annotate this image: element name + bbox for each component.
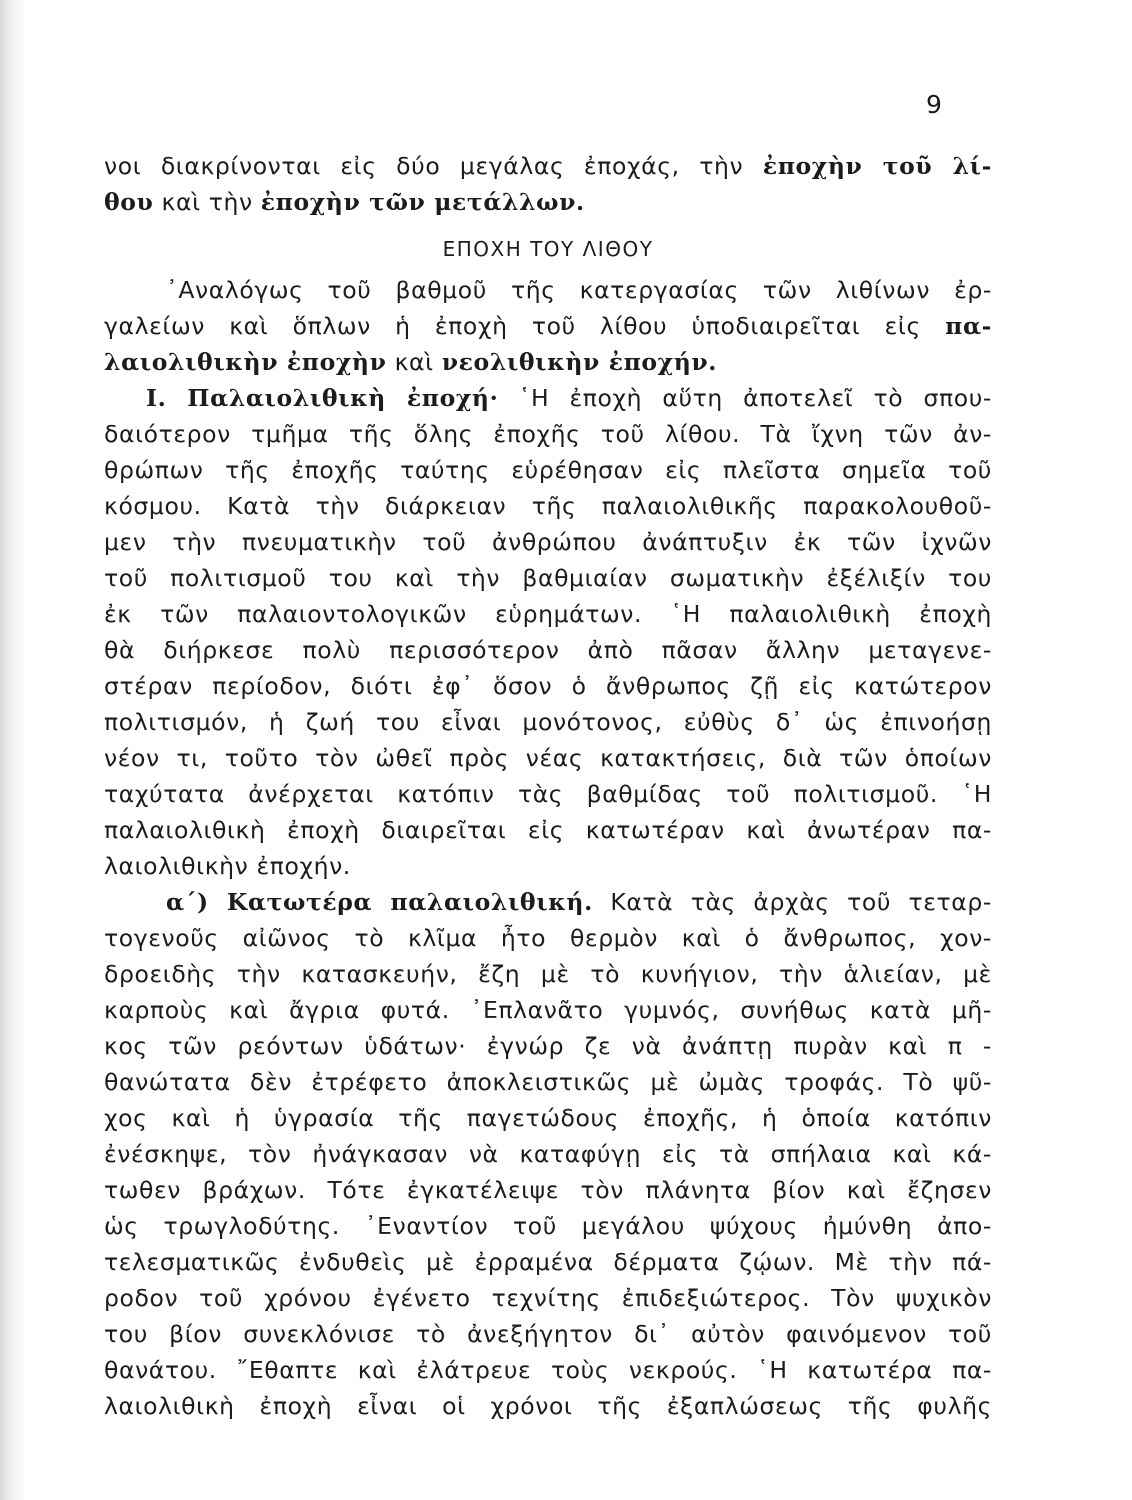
text-line: χος καὶ ἡ ὑγρασία τῆς παγετώδους ἐποχῆς, ἡ ὁποία κατόπιν [104,1104,992,1132]
page-edge-shadow [0,0,26,1500]
text-line: τελεσματικῶς ἐνδυθεὶς μὲ ἐρραμένα δέρματα ζῴων. Μὲ τὴν πά- [104,1248,992,1276]
bold-term: πα- [945,312,992,340]
text-line: κόσμου. Κατὰ τὴν διάρκειαν τῆς παλαιολιθικῆς παρακολουθοῦ- [104,492,992,520]
text-line: θανώτατα δὲν ἐτρέφετο ἀποκλειστικῶς μὲ ὠμὰς τροφάς. Τὸ ψῦ- [104,1068,992,1096]
text-block [104,148,992,1424]
text-line: ἐνέσκηψε, τὸν ἠνάγκασαν νὰ καταφύγῃ εἰς τὰ σπήλαια καὶ κά- [104,1140,992,1168]
text-line: ταχύτατα ἀνέρχεται κατόπιν τὰς βαθμίδας τοῦ πολιτισμοῦ. ῾Η [104,780,992,808]
text-line: του βίον συνεκλόνισε τὸ ἀνεξήγητον δι᾿ αὐτὸν φαινόμενον τοῦ [104,1320,992,1348]
text-line: λαιολιθικὴ ἐποχὴ εἶναι οἱ χρόνοι τῆς ἐξαπλώσεως τῆς φυλῆς [104,1392,992,1420]
text-line: ροδον τοῦ χρόνου ἐγένετο τεχνίτης ἐπιδεξιώτερος. Τὸν ψυχικὸν [104,1284,992,1312]
text-line: λαιολιθικὴν ἐποχήν. [104,852,351,880]
text-line: ὡς τρωγλοδύτης. ᾿Εναντίον τοῦ μεγάλου ψύχους ἠμύνθη ἀπο- [104,1212,992,1240]
text-line: ᾿Αναλόγως τοῦ βαθμοῦ τῆς κατεργασίας τῶν λιθίνων ἐρ- [166,276,992,304]
text-line: νέον τι, τοῦτο τὸν ὠθεῖ πρὸς νέας κατακτήσεις, διὰ τῶν ὁποίων [104,744,992,772]
text-line: θανάτου. ῎Εθαπτε καὶ ἐλάτρευε τοὺς νεκρούς. ῾Η κατωτέρα πα- [104,1356,992,1384]
text-line: τωθεν βράχων. Τότε ἐγκατέλειψε τὸν πλάνητα βίον καὶ ἔζησεν [104,1176,992,1204]
text-line: Ι. Παλαιολιθικὴ ἐποχή· ῾Η ἐποχὴ αὕτη ἀποτελεῖ τὸ σπου- [146,384,992,412]
text-line: νοι διακρίνονται εἰς δύο μεγάλας ἐποχάς, τὴν ἐποχὴν τοῦ λί- [104,152,992,180]
text-line: παλαιολιθικὴ ἐποχὴ διαιρεῖται εἰς κατωτέραν καὶ ἀνωτέραν πα- [104,816,992,844]
text-line: α΄) Κατωτέρα παλαιολιθική. Κατὰ τὰς ἀρχὰς τοῦ τεταρ- [166,888,992,916]
subsection-title: α΄) Κατωτέρα παλαιολιθική. [166,888,593,916]
text-line: θρώπων τῆς ἐποχῆς ταύτης εὑρέθησαν εἰς πλεῖστα σημεῖα τοῦ [104,456,992,484]
bold-term: νεολιθικὴν ἐποχήν. [441,348,718,376]
text-line: κος τῶν ρεόντων ὑδάτων· ἐγνώρ ζε νὰ ἀνάπτῃ πυρὰν καὶ π - [104,1032,992,1060]
text-line: δαιότερον τμῆμα τῆς ὅλης ἐποχῆς τοῦ λίθου. Τὰ ἴχνη τῶν ἀν- [104,420,992,448]
page-number: 9 [926,90,942,119]
bold-term: ἐποχὴν τοῦ λί- [762,152,992,180]
text-line: πολιτισμόν, ἡ ζωή του εἶναι μονότονος, εὐθὺς δ᾿ ὡς ἐπινοήσῃ [104,708,992,736]
text-line: καρποὺς καὶ ἄγρια φυτά. ᾿Επλανᾶτο γυμνός, συνήθως κατὰ μῆ- [104,996,992,1024]
text-line: θου καὶ τὴν ἐποχὴν τῶν μετάλλων. [104,188,585,216]
text-line: λαιολιθικὴν ἐποχὴν καὶ νεολιθικὴν ἐποχήν. [104,348,718,376]
text-line: ἐκ τῶν παλαιοντολογικῶν εὑρημάτων. ῾Η παλαιολιθικὴ ἐποχὴ [104,600,992,628]
text-line: στέραν περίοδον, διότι ἐφ᾿ ὅσον ὁ ἄνθρωπος ζῇ εἰς κατώτερον [104,672,992,700]
text-line: δροειδὴς τὴν κατασκευήν, ἔζη μὲ τὸ κυνήγιον, τὴν ἁλιείαν, μὲ [104,960,992,988]
subsection-title: Ι. Παλαιολιθικὴ ἐποχή· [146,384,499,412]
text-line: τοῦ πολιτισμοῦ του καὶ τὴν βαθμιαίαν σωματικὴν ἐξέλιξίν του [104,564,992,592]
bold-term: θου [104,188,154,216]
bold-term: λαιολιθικὴν ἐποχὴν [104,348,387,376]
text-line: μεν τὴν πνευματικὴν τοῦ ἀνθρώπου ἀνάπτυξιν ἐκ τῶν ἰχνῶν [104,528,992,556]
section-heading: ΕΠΟΧΗ ΤΟΥ ΛΙΘΟΥ [442,237,654,261]
text-line: γαλείων καὶ ὅπλων ἡ ἐποχὴ τοῦ λίθου ὑποδιαιρεῖται εἰς πα- [104,312,992,340]
bold-term: ἐποχὴν τῶν μετάλλων. [260,188,585,216]
text-line: τογενοῦς αἰῶνος τὸ κλῖμα ἦτο θερμὸν καὶ ὁ ἄνθρωπος, χον- [104,924,992,952]
text-line: θὰ διήρκεσε πολὺ περισσότερον ἀπὸ πᾶσαν ἄλλην μεταγενε- [104,636,992,664]
